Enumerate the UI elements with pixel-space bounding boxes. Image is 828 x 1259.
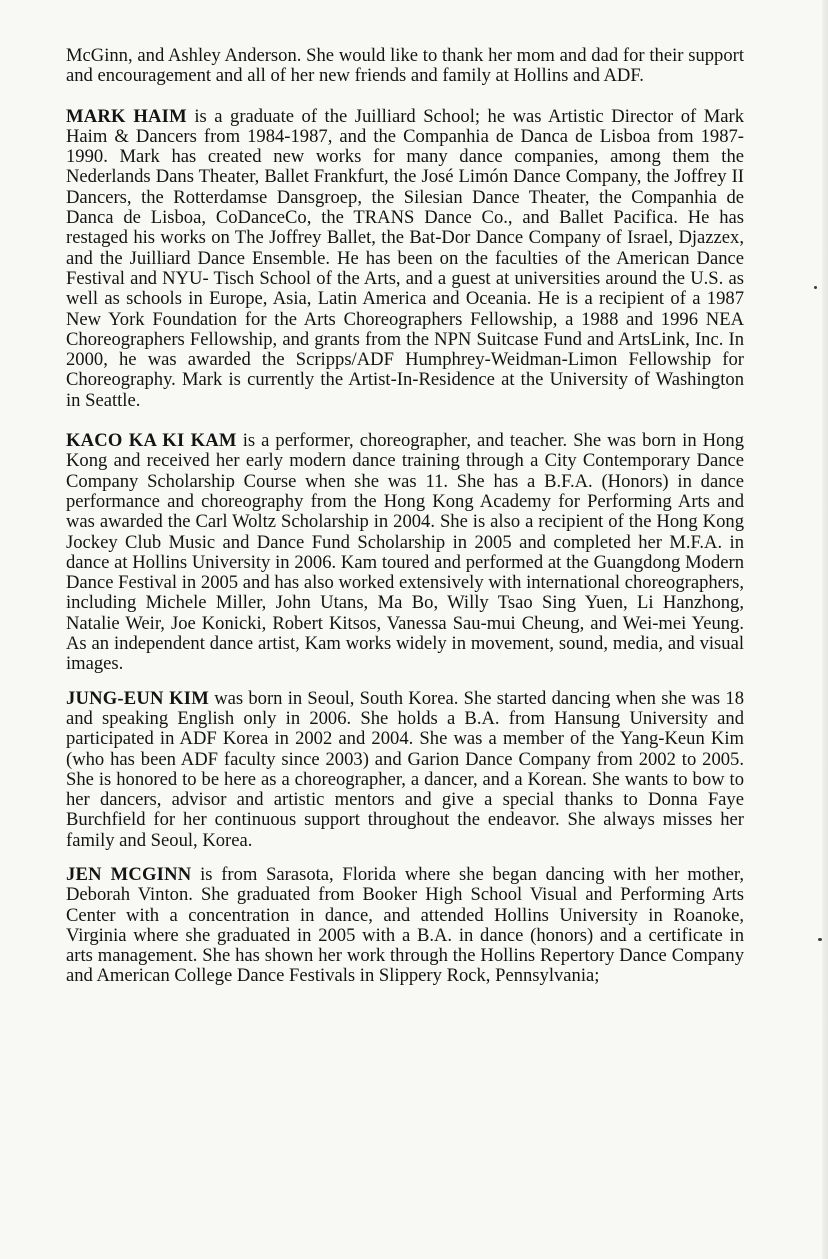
bio-paragraph-jen-mcginn <box>66 865 744 987</box>
scan-speck <box>818 938 822 941</box>
bio-paragraph-kaco-ka-ki-kam <box>66 431 744 675</box>
page-edge-shadow <box>822 0 828 1259</box>
bio-paragraph-mark-haim <box>66 107 744 411</box>
bio-text: McGinn, and Ashley Anderson. She would like to thank her mom and dad for their support and encouragement and all of her new friends and family at Hollins and ADF. <box>66 45 744 87</box>
bio-column <box>66 46 744 1007</box>
scan-speck <box>814 286 817 289</box>
bio-name: KACO KA KI KAM <box>66 430 237 452</box>
bio-paragraph-continued <box>66 46 744 87</box>
bio-paragraph-jung-eun-kim <box>66 689 744 851</box>
bio-text: is a performer, choreographer, and teacher. She was born in Hong Kong and received her early modern dance training through a City Contemporary Dance Company Scholarship Course when she was 11. She has a B.F.A. (Honors) in dance performance and choreography from the Hong Kong Academy for Performing Arts and was awarded the Carl Woltz Scholarship in 2004. She is also a recipient of the Hong Kong Jockey Club Music and Dance Fund Scholarship in 2005 and completed her M.F.A. in dance at Hollins University in 2006. Kam toured and performed at the Guangdong Modern Dance Festival in 2005 and has also worked extensively with international choreographers, including Michele Miller, John Utans, Ma Bo, Willy Tsao Sing Yuen, Li Hanzhong, Natalie Weir, Joe Konicki, Robert Kitsos, Vanessa Sau-mui Cheung, and Wei-mei Yeung. As an independent dance artist, Kam works widely in movement, sound, media, and visual images. <box>66 430 744 675</box>
bio-name: MARK HAIM <box>66 105 187 127</box>
bio-name: JUNG-EUN KIM <box>66 687 209 709</box>
bio-name: JEN MCGINN <box>66 863 192 885</box>
bio-text: is from Sarasota, Florida where she began dancing with her mother, Deborah Vinton. She graduated from Booker High School Visual and Performing Arts Center with a concentration in dance, and attended Hollins University in Roanoke, Virginia where she graduated in 2005 with a B.A. in dance (honors) and a certificate in arts management. She has shown her work through the Hollins Repertory Dance Company and American College Dance Festivals in Slippery Rock, Pennsylvania; <box>66 863 744 987</box>
bio-text: is a graduate of the Juilliard School; he was Artistic Director of Mark Haim & Dancers from 1984-1987, and the Companhia de Danca de Lisboa from 1987-1990. Mark has created new works for many dance companies, among them the Nederlands Dans Theater, Ballet Frankfurt, the José Limón Dance Company, the Joffrey II Dancers, the Rotterdamse Dansgroep, the Silesian Dance Theater, the Companhia de Danca de Lisboa, CoDanceCo, the TRANS Dance Co., and Ballet Pacifica. He has restaged his works on The Joffrey Ballet, the Bat-Dor Dance Company of Israel, Djazzex, and the Juilliard Dance Ensemble. He has been on the faculties of the American Dance Festival and NYU- Tisch School of the Arts, and a guest at universities around the U.S. as well as schools in Europe, Asia, Latin America and Oceania. He is a recipient of a 1987 New York Foundation for the Arts Choreographers Fellowship, a 1988 and 1996 NEA Choreographers Fellowship, and grants from the NPN Suitcase Fund and ArtsLink, Inc. In 2000, he was awarded the Scripps/ADF Humphrey-Weidman-Limon Fellowship for Choreography. Mark is currently the Artist-In-Residence at the University of Washington in Seattle. <box>66 105 744 411</box>
bio-text: was born in Seoul, South Korea. She started dancing when she was 18 and speaking English only in 2006. She holds a B.A. from Hansung University and participated in ADF Korea in 2002 and 2004. She was a member of the Yang-Keun Kim (who has been ADF faculty since 2003) and Garion Dance Company from 2002 to 2005. She is honored to be here as a choreographer, a dancer, and a Korean. She wants to bow to her dancers, advisor and artistic mentors and give a special thanks to Donna Faye Burchfield for her continuous support throughout the endeavor. She always misses her family and Seoul, Korea. <box>66 687 744 851</box>
